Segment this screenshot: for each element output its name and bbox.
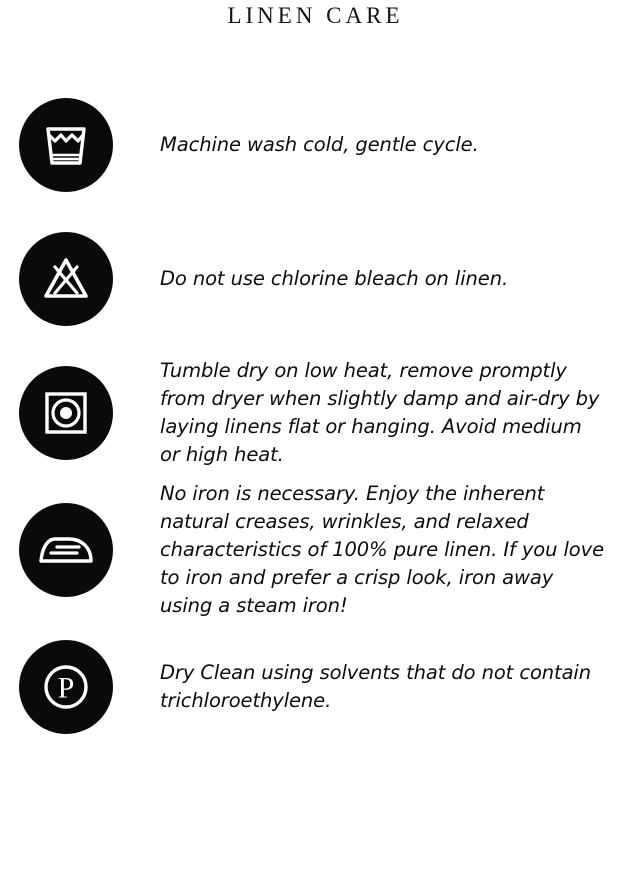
svg-text:P: P	[57, 671, 75, 705]
care-instruction-text: Do not use chlorine bleach on linen.	[160, 267, 509, 290]
list-item	[10, 346, 613, 480]
list-item	[10, 620, 613, 754]
text-cell	[122, 357, 613, 469]
icon-cell	[10, 232, 122, 326]
text-cell	[122, 659, 613, 715]
dry-clean-p-icon	[19, 640, 113, 734]
page-title: LINEN CARE	[227, 3, 404, 28]
care-instruction-text: Tumble dry on low heat, remove promptly from dryer when slightly damp and air-dry by laying linens flat or hanging. Avoid medium or high heat.	[160, 359, 600, 466]
text-cell	[122, 131, 613, 159]
do-not-bleach-icon	[19, 232, 113, 326]
tumble-dry-low-icon	[19, 366, 113, 460]
care-instruction-text: No iron is necessary. Enjoy the inherent natural creases, wrinkles, and relaxed characteristics of 100% pure linen. If you love to iron and prefer a crisp look, iron away using a steam iron!	[160, 482, 604, 617]
care-instruction-text: Machine wash cold, gentle cycle.	[160, 133, 479, 156]
icon-cell	[10, 640, 122, 734]
text-cell	[122, 480, 613, 620]
list-item	[10, 212, 613, 346]
iron-icon	[19, 503, 113, 597]
list-item	[10, 78, 613, 212]
machine-wash-cold-icon	[19, 98, 113, 192]
text-cell	[122, 265, 613, 293]
list-item	[10, 480, 613, 620]
care-instruction-list	[0, 78, 631, 754]
icon-cell	[10, 98, 122, 192]
care-instruction-text: Dry Clean using solvents that do not contain trichloroethylene.	[160, 661, 592, 712]
icon-cell	[10, 503, 122, 597]
icon-cell	[10, 366, 122, 460]
